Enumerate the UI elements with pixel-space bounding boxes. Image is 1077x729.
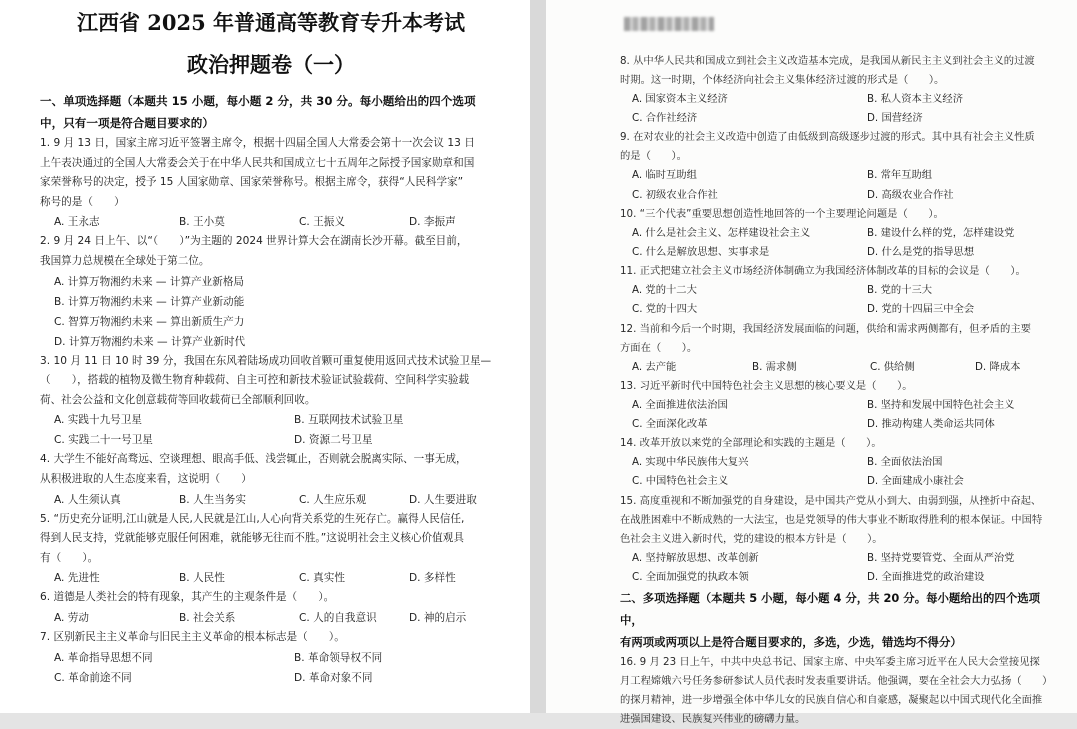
option: D. 资源二号卫星 [294,434,373,447]
option: D. 神的启示 [409,611,467,624]
option: B. 王小莫 [179,216,225,229]
option: A. 王永志 [54,216,100,229]
question-14: 14. 改革开放以来党的全部理论和实践的主题是（ ）。 [620,437,882,450]
section-1-line1: 一、单项选择题（本题共 15 小题，每小题 2 分，共 30 分。每小题给出的四个选项 [40,94,476,108]
option: C. 党的十四大 [632,303,698,316]
page-right [546,0,1077,726]
option: D. 革命对象不同 [294,671,373,684]
question-12-line: 方面在（ ）。 [620,341,698,354]
question-15 [620,492,1061,549]
question-3-options [40,410,502,450]
option: C. 革命前途不同 [54,671,132,684]
option: A. 实践十九号卫星 [54,414,142,427]
option: A. 临时互助组 [632,169,697,182]
option: C. 全面加强党的执政本领 [632,570,749,583]
section-2-line2: 有两项或两项以上是符合题目要求的，多选，少选，错选均不得分） [620,635,962,650]
question-9-line: 的是（ ）。 [620,150,687,163]
option: C. 王振义 [299,216,345,229]
question-13-options [620,396,1061,434]
question-12 [620,320,1061,358]
option: A. 革命指导思想不同 [54,651,153,664]
option: D. 推动构建人类命运共同体 [867,418,995,431]
question-8-options [620,90,1061,128]
blurred-watermark [624,17,714,31]
question-16-line: 的探月精神，进一步增强全体中华儿女的民族自信心和自豪感，凝聚起以中国式现代化全面推 [620,694,1043,707]
option: D. 降成本 [975,360,1021,373]
option: B. 人生当务实 [179,493,246,506]
question-1-line: 称号的是（ ） [40,195,125,208]
option: B. 私人资本主义经济 [867,93,963,105]
option: C. 合作社经济 [632,112,698,125]
question-1-line: 家荣誉称号的决定，授予 15 人国家勋章、国家荣誉称号。根据主席令，获得“人民科学家” [40,176,464,189]
option: C. 智算万物湘约未来 — 算出新质生产力 [54,315,245,328]
option: C. 全面深化改革 [632,418,708,431]
option: A. 去产能 [632,360,677,373]
question-3-line: 3. 10 月 11 日 10 时 39 分，我国在东风着陆场成功回收首颗可重复使用返回式技术试验卫星— [40,354,492,367]
question-4-options [40,490,502,510]
option: D. 计算万物湘约未来 — 计算产业新时代 [54,335,246,348]
option: C. 中国特色社会主义 [632,475,729,488]
option: A. 国家资本主义经济 [632,93,728,105]
option: B. 计算万物湘约未来 — 计算产业新动能 [54,295,245,308]
question-1-options [40,212,502,232]
question-4 [40,450,502,489]
question-16-line: 16. 9 月 23 日上午，中共中央总书记、国家主席、中央军委主席习近平在人民大会堂接见探 [620,656,1040,669]
question-5-line: 得到人民支持，党就能够克服任何困难，就能够无往而不胜。”这说明社会主义核心价值观具 [40,532,464,545]
exam-subtitle: 政治押题卷（一） [187,52,355,77]
question-2-options [40,272,502,352]
section-2-line1: 二、多项选择题（本题共 5 小题，每小题 4 分，共 20 分。每小题给出的四个选项中， [620,591,1040,628]
option: B. 社会关系 [179,611,236,624]
question-12-line: 12. 当前和今后一个时期，我国经济发展面临的问题，供给和需求两侧都有，但矛盾的主要 [620,322,1031,335]
option: A. 全面推进依法治国 [632,398,728,411]
question-1-line: 上午表决通过的全国人大常委会关于在中华人民共和国成立七十五周年之际授予国家勋章和国 [40,156,475,169]
option: A. 人生须认真 [54,493,121,506]
question-2-line: 我国算力总规模在全球处于第二位。 [40,254,210,267]
question-9-line: 9. 在对农业的社会主义改造中创造了由低级到高级逐步过渡的形式。其中具有社会主义性质 [620,131,1035,144]
question-15-options [620,549,1061,587]
option: B. 全面依法治国 [867,456,943,469]
option: D. 党的十四届三中全会 [867,303,975,316]
page-left [0,0,530,713]
question-15-line: 15. 高度重视和不断加强党的自身建设，是中国共产党从小到大、由弱到强，从挫折中奋起、 [620,494,1042,507]
option: B. 需求侧 [752,360,797,373]
question-5-line: 5. “历史充分证明,江山就是人民,人民就是江山,人心向背关系党的生死存亡。赢得人民信任, [40,512,465,525]
question-16-line: 月工程嫦娥六号任务参研参试人员代表时发表重要讲话。他强调，要在全社会大力弘扬（ ） [620,675,1053,688]
question-3-line: 荷、社会公益和文化创意载荷等回收载荷已全部顺利回收。 [40,393,316,406]
option: C. 人的自我意识 [299,611,377,624]
option: A. 什么是社会主义、怎样建设社会主义 [632,226,811,239]
question-1-line: 1. 9 月 13 日，国家主席习近平签署主席令，根据十四届全国人大常委会第十一次会议 13 日 [40,137,475,149]
question-4-line: 从积极进取的人生态度来看，这说明（ ） [40,472,252,485]
option: B. 人民性 [179,572,225,585]
option: D. 高级农业合作社 [867,188,954,201]
option: D. 多样性 [409,572,456,585]
question-10-options [620,224,1061,262]
question-15-line: 色社会主义进入新时代，党的建设的根本方针是（ ）。 [620,532,883,545]
option: A. 先进性 [54,572,100,585]
section-1-heading [40,90,502,134]
question-9 [620,128,1061,166]
option: D. 全面建成小康社会 [867,475,964,488]
option: C. 人生应乐观 [299,493,367,506]
section-2-heading [620,587,1061,653]
section-1-line2: 中，只有一项是符合题目要求的） [40,116,214,130]
option: B. 党的十三大 [867,284,933,297]
option: C. 真实性 [299,572,345,585]
option: B. 坚持党要管党、全面从严治党 [867,551,1015,564]
option: D. 李振声 [409,216,456,229]
question-9-options [620,166,1061,204]
option: C. 供给侧 [870,360,915,373]
option: C. 实践二十一号卫星 [54,434,153,447]
option: A. 党的十二大 [632,284,697,297]
option: D. 人生要进取 [409,493,477,506]
question-3-line: （ ），搭载的植物及微生物育种载荷、自主可控和新技术验证试验载荷、空间科学实验载 [40,374,470,387]
question-4-line: 4. 大学生不能好高骛远、空谈理想、眼高手低、浅尝辄止，否则就会脱离实际、一事无成， [40,453,467,466]
question-16 [620,653,1061,729]
question-11: 11. 正式把建立社会主义市场经济体制确立为我国经济体制改革的目标的会议是（ ）。 [620,265,1026,278]
question-7: 7. 区别新民主主义革命与旧民主主义革命的根本标志是（ ）。 [40,630,345,643]
option: A. 实现中华民族伟大复兴 [632,456,749,469]
question-15-line: 在战胜困难中不断成熟的一大法宝，也是党领导的伟大事业不断取得胜利的根本保证。中国特 [620,513,1043,526]
option: B. 建设什么样的党，怎样建设党 [867,226,1015,239]
option: B. 革命领导权不同 [294,651,383,664]
question-16-line: 进强国建设、民族复兴伟业的磅礴力量。 [620,713,806,726]
question-6-options [40,608,502,628]
question-14-options [620,453,1061,491]
option: A. 坚持解放思想、改革创新 [632,551,759,564]
option: D. 全面推进党的政治建设 [867,570,985,583]
option: B. 互联网技术试验卫星 [294,414,404,427]
question-11-options [620,281,1061,319]
question-2 [40,232,502,271]
question-8-line: 时期。这一时期，个体经济向社会主义集体经济过渡的形式是（ ）。 [620,74,945,86]
question-7-options [40,648,502,688]
question-3 [40,352,502,411]
question-10: 10. “三个代表”重要思想创造性地回答的一个主要理论问题是（ ）。 [620,207,944,220]
question-12-options [620,358,1061,377]
question-5-options [40,568,502,588]
question-8-line: 8. 从中华人民共和国成立到社会主义改造基本完成，是我国从新民主主义到社会主义的过渡 [620,55,1035,67]
option: A. 计算万物湘约未来 — 计算产业新格局 [54,275,245,288]
question-8 [620,52,1061,90]
question-5 [40,510,502,569]
option: B. 常年互助组 [867,169,933,182]
question-13: 13. 习近平新时代中国特色社会主义思想的核心要义是（ ）。 [620,379,913,392]
option: A. 劳动 [54,611,89,624]
question-6: 6. 道德是人类社会的特有现象，其产生的主观条件是（ ）。 [40,591,335,604]
option: C. 什么是解放思想、实事求是 [632,246,770,259]
option: D. 国营经济 [867,112,923,125]
option: D. 什么是党的指导思想 [867,246,975,259]
option: C. 初级农业合作社 [632,188,718,201]
question-2-line: 2. 9 月 24 日上午、以“（ ）”为主题的 2024 世界计算大会在湖南长沙开幕。截至目前， [40,235,468,248]
option: B. 坚持和发展中国特色社会主义 [867,398,1015,411]
question-5-line: 有（ ）。 [40,551,99,564]
question-1 [40,134,502,212]
page-gutter [530,0,546,713]
exam-title: 江西省 2025 年普通高等教育专升本考试 [76,10,466,35]
